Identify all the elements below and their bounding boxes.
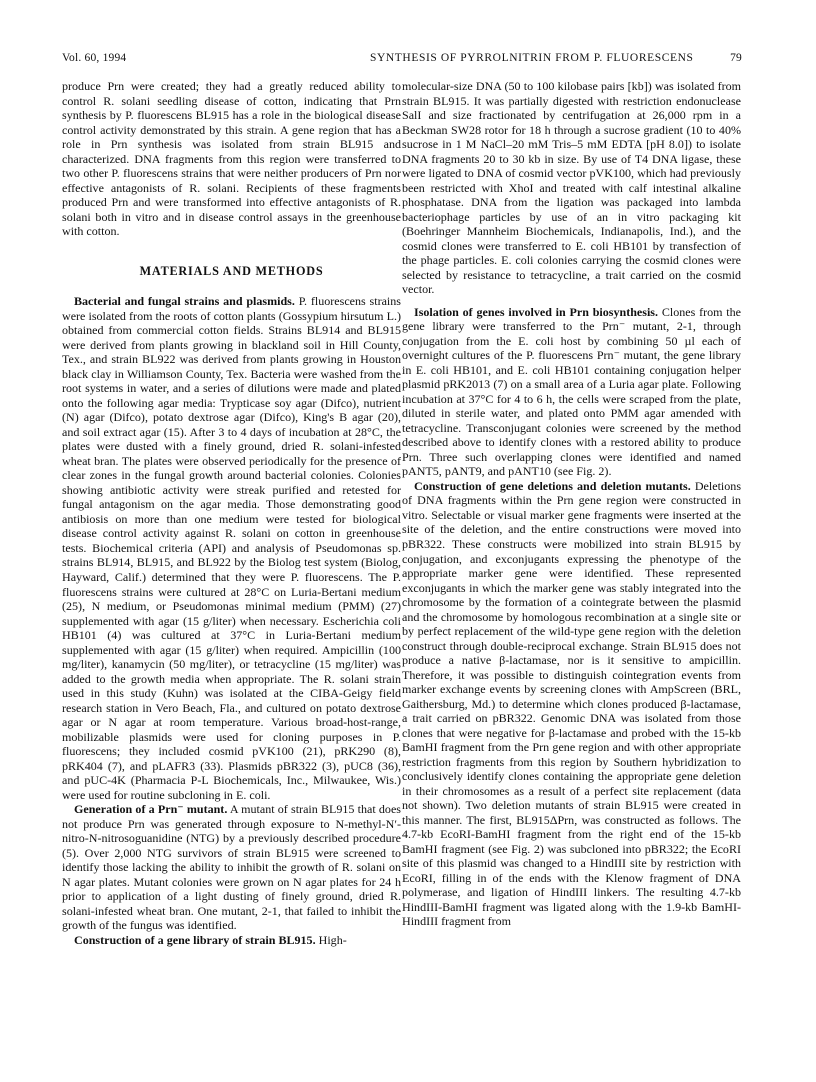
library-heading: Construction of a gene library of strain BL915. xyxy=(74,932,316,947)
running-title: SYNTHESIS OF PYRROLNITRIN FROM P. FLUORESCENS xyxy=(370,52,694,64)
page-number: 79 xyxy=(730,52,742,64)
volume-label: Vol. 60, 1994 xyxy=(62,52,127,64)
isolation-heading: Isolation of genes involved in Prn biosynthesis. xyxy=(414,304,659,319)
library-paragraph xyxy=(62,933,401,948)
mutant-heading: Generation of a Prn⁻ mutant. xyxy=(74,802,228,817)
isolation-text: Clones from the gene library were transferred to the Prn⁻ mutant, 2-1, through conjugation from the E. coli host by combining 50 µl each of overnight cultures of the P. fluorescens Prn⁻ mutant, the gene library in E. coli HB101, and E. coli HB101 containing conjugation helper plasmid pRK2013 (7) on a small area of a Luria agar plate. Following incubation at 37°C for 4 to 6 h, the cells were scraped from the plate, diluted in sterile water, and plated onto PMM agar amended with tetracycline. Transconjugant colonies were screened by the method described above to identify clones with a restored ability to produce Prn. Three such overlapping clones were identified and named pANT5, pANT9, and pANT10 (see Fig. 2). xyxy=(402,304,742,479)
library-continued-paragraph: molecular-size DNA (50 to 100 kilobase pairs [kb]) was isolated from strain BL915. It was partially digested with restriction endonuclease SalI and size fractionated by centrifugation at 26,000 rpm in a Beckman SW28 rotor for 18 h through a sucrose gradient (10 to 40% sucrose in 1 M NaCl–20 mM Tris–5 mM EDTA [pH 8.0]) to isolate DNA fragments 20 to 30 kb in size. By use of T4 DNA ligase, these were ligated to DNA of cosmid vector pVK100, which had previously been restricted with XhoI and treated with calf intestinal alkaline phosphatase. DNA from the ligation was packaged into lambda bacteriophage particles by use of an in vitro packaging kit (Boehringer Mannheim Biochemicals, Indianapolis, Ind.), and the cosmid clones were transferred to E. coli HB101 by transfection of the phage particles. E. coli colonies carrying the cosmid clones were selected by resistance to tetracycline, a trait carried on the cosmid vector. xyxy=(402,79,741,297)
deletion-paragraph xyxy=(402,479,741,929)
strains-text: P. fluorescens strains were isolated from the roots of cotton plants (Gossypium hirsutum L.) obtained from commercial cotton fields. Strains BL914 and BL915 were derived from plants growing in blackland soil in Hill County, Tex., and strain BL922 was derived from plants growing in Houston black clay in Williamson County, Tex. Bacteria were washed from the root systems in water, and a series of dilutions were made and plated onto the following agar media: Trypticase soy agar (Difco), nutrient (N) agar (Difco), potato dextrose agar (Difco), King's B agar (20), and soil extract agar (15). After 3 to 4 days of incubation at 28°C, the plates were dusted with a finely ground, dried R. solani-infested wheat bran. The plates were observed periodically for the presence of clear zones in the fungal growth around bacterial colonies. Colonies showing antibiotic activity were streak purified and retested for fungal antagonism on the agar media. Those demonstrating good antibiosis on more than one medium were tested for biological disease control activity against R. solani on cotton in greenhouse tests. Biochemical criteria (API) and analysis of Pseudomonas sp. strains BL914, BL915, and BL922 by the Biolog test system (Biolog, Hayward, Calif.) determined that they were P. fluorescens. The P. fluorescens strains were cultured at 28°C on Luria-Bertani medium (25), N medium, or Pseudomonas minimal medium (PMM) (27) supplemented with agar (15 g/liter) when necessary. Escherichia coli HB101 (4) was cultured at 37°C in Luria-Bertani medium supplemented with agar (15 g/liter) when required. Ampicillin (100 mg/liter), kanamycin (50 mg/liter), or tetracycline (15 mg/liter) was added to the growth media when appropriate. The R. solani strain used in this study (Kuhn) was isolated at the CIBA-Geigy field research station in Vero Beach, Fla., and cultured on potato dextrose agar or N agar at room temperature. Various broad-host-range, mobilizable plasmids were used for cloning purposes in P. fluorescens; they included cosmid pVK100 (21), pRK290 (8), pRK404 (7), and pLAFR3 (33). Plasmids pBR322 (3), pUC8 (36), and pUC-4K (Pharmacia P-L Biochemicals, Inc., Milwaukee, Wis.) were used for routine subcloning in E. coli. xyxy=(62,294,401,802)
mutant-text: A mutant of strain BL915 that does not produce Prn was generated through exposure to N-methyl-N′-nitro-N-nitrosoguanidine (NTG) by a previously described procedure (5). Over 2,000 NTG survivors of strain BL915 were screened to identify those lacking the ability to inhibit the growth of R. solani on N agar plates. Mutant colonies were grown on N agar plates for 24 h prior to application of a light dusting of finely ground, dried R. solani-infested wheat bran. One mutant, 2-1, that failed to inhibit the growth of the fungus was identified. xyxy=(62,802,401,933)
library-text: High- xyxy=(318,932,347,947)
deletion-heading: Construction of gene deletions and deletion mutants. xyxy=(414,478,691,493)
running-header xyxy=(62,52,742,70)
intro-paragraph: produce Prn were created; they had a greatly reduced ability to control R. solani seedling disease of cotton, indicating that Prn synthesis by P. fluorescens BL915 has a role in the biological disease control activity demonstrated by this strain. A gene region that has a role in Prn synthesis was isolated from strain BL915 and characterized. DNA fragments from this region were transferred to two other P. fluorescens strains that were neither producers of Prn nor effective antagonists of R. solani. Recipients of these fragments produced Prn and were transformed into effective antagonists of R. solani both in vitro and in disease control assays in the greenhouse with cotton. xyxy=(62,79,401,239)
strains-paragraph xyxy=(62,294,401,802)
deletion-text: Deletions of DNA fragments within the Prn gene region were constructed in vitro. Selectable or visual marker gene fragments were inserted at the site of the deletion, and the entire constructions were moved into pBR322. These constructs were mobilized into strain BL915 by conjugation, and exconjugants expressing the phenotype of the appropriate marker gene were identified. These represented exconjugants in which the marker gene was stably integrated into the chromosome by the formation of a cointegrate between the plasmid and the chromosome by homologous recombination at a single site or by perfect replacement of the wild-type gene region with the deletion construct through double-reciprocal exchange. Strain BL915 does not produce a native β-lactamase, nor is it sensitive to ampicillin. Therefore, it was possible to distinguish cointegration events from marker exchange events by screening clones with AmpScreen (BRL, Gaithersburg, Md.) to determine which clones produced β-lactamase, a trait carried on pBR322. Genomic DNA was isolated from those clones that were negative for β-lactamase and probed with the 15-kb BamHI fragment from the Prn gene region and with other appropriate restriction fragments from this region by Southern hybridization to conclusively identify clones containing the appropriate gene deletion in their chromosomes as a result of a perfect site replacement (data not shown). Two deletion mutants of strain BL915 were created in this manner. The first, BL915ΔPrn, was constructed as follows. The 4.7-kb EcoRI-BamHI fragment from the right end of the 15-kb BamHI fragment (see Fig. 2) was subcloned into pBR322; the EcoRI site of this plasmid was changed to a HindIII site by restriction with EcoRI, filling in of the ends with the Klenow fragment of DNA polymerase, and ligation of HindIII linkers. The resulting 4.7-kb HindIII-BamHI fragment was ligated along with the 1.9-kb BamHI-HindIII fragment from xyxy=(402,478,742,929)
section-heading-materials-methods: MATERIALS AND METHODS xyxy=(139,263,324,278)
right-column xyxy=(402,79,741,929)
isolation-paragraph xyxy=(402,305,741,479)
left-column xyxy=(62,79,401,947)
paragraph-gap xyxy=(402,297,741,305)
mutant-paragraph xyxy=(62,802,401,933)
strains-heading: Bacterial and fungal strains and plasmids. xyxy=(74,294,295,309)
